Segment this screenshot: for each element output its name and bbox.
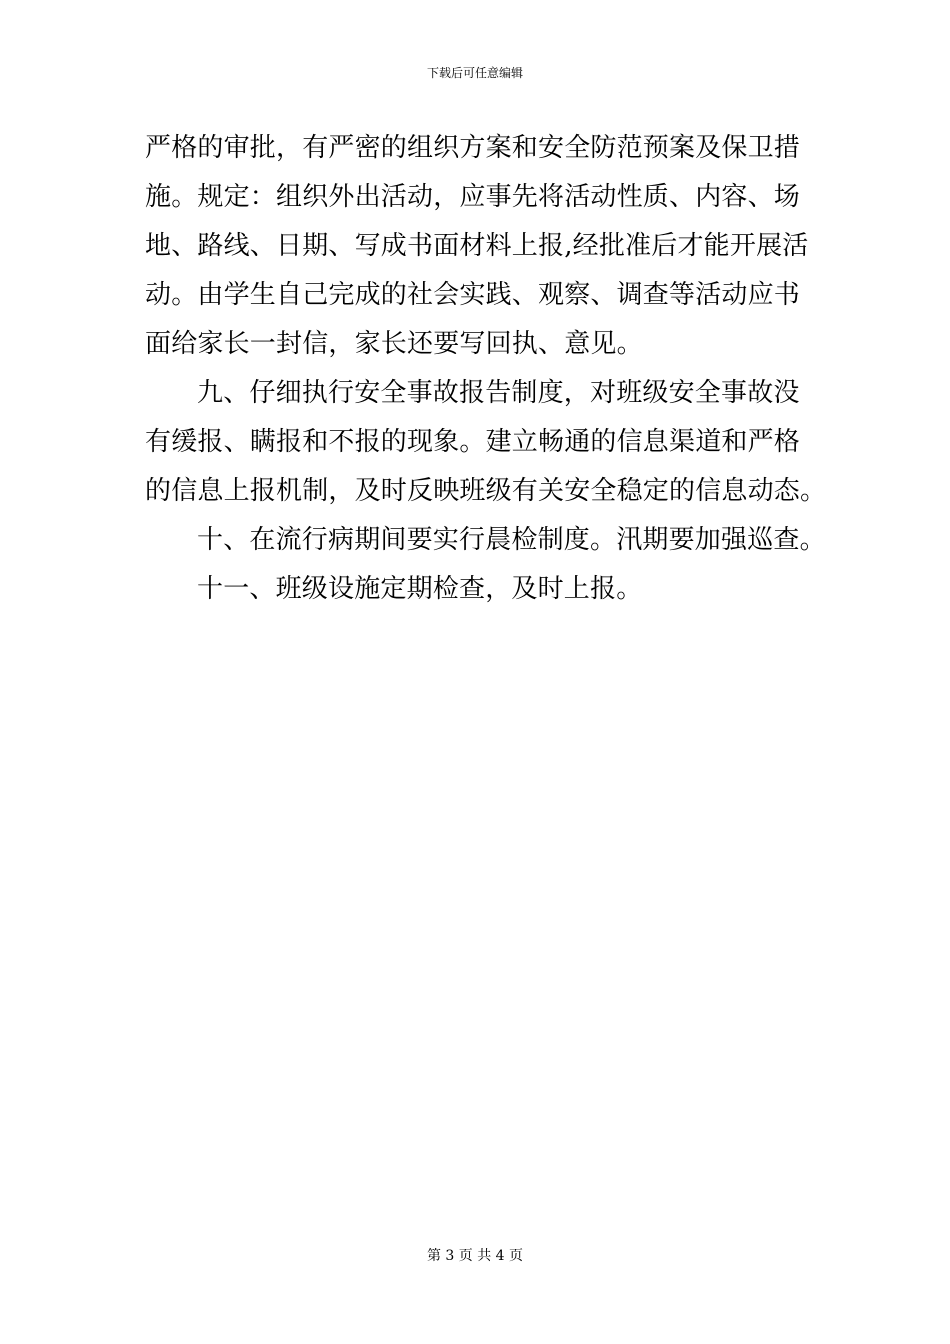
page-number: 第 3 页 共 4 页: [426, 1248, 524, 1264]
paragraph-line: 地、路线、日期、写成书面材料上报,经批准后才能开展活: [145, 231, 809, 261]
paragraph-line: 的信息上报机制，及时反映班级有关安全稳定的信息动态。: [145, 476, 827, 506]
paragraph-line: 动。由学生自己完成的社会实践、观察、调查等活动应书: [145, 280, 801, 310]
paragraph-line: 十、在流行病期间要实行晨检制度。汛期要加强巡查。: [197, 525, 826, 555]
paragraph-line: 九、仔细执行安全事故报告制度，对班级安全事故没: [197, 378, 800, 408]
paragraph-line: 有缓报、瞒报和不报的现象。建立畅通的信息渠道和严格: [145, 427, 801, 457]
paragraph-line: 面给家长一封信，家长还要写回执、意见。: [145, 329, 643, 359]
page-header: 下载后可任意编辑: [426, 66, 523, 80]
paragraph-line: 施。规定：组织外出活动，应事先将活动性质、内容、场: [145, 182, 801, 212]
document-body: [145, 124, 827, 614]
paragraph-line: 十一、班级设施定期检查，及时上报。: [197, 574, 643, 604]
paragraph-line: 严格的审批，有严密的组织方案和安全防范预案及保卫措: [145, 133, 801, 163]
